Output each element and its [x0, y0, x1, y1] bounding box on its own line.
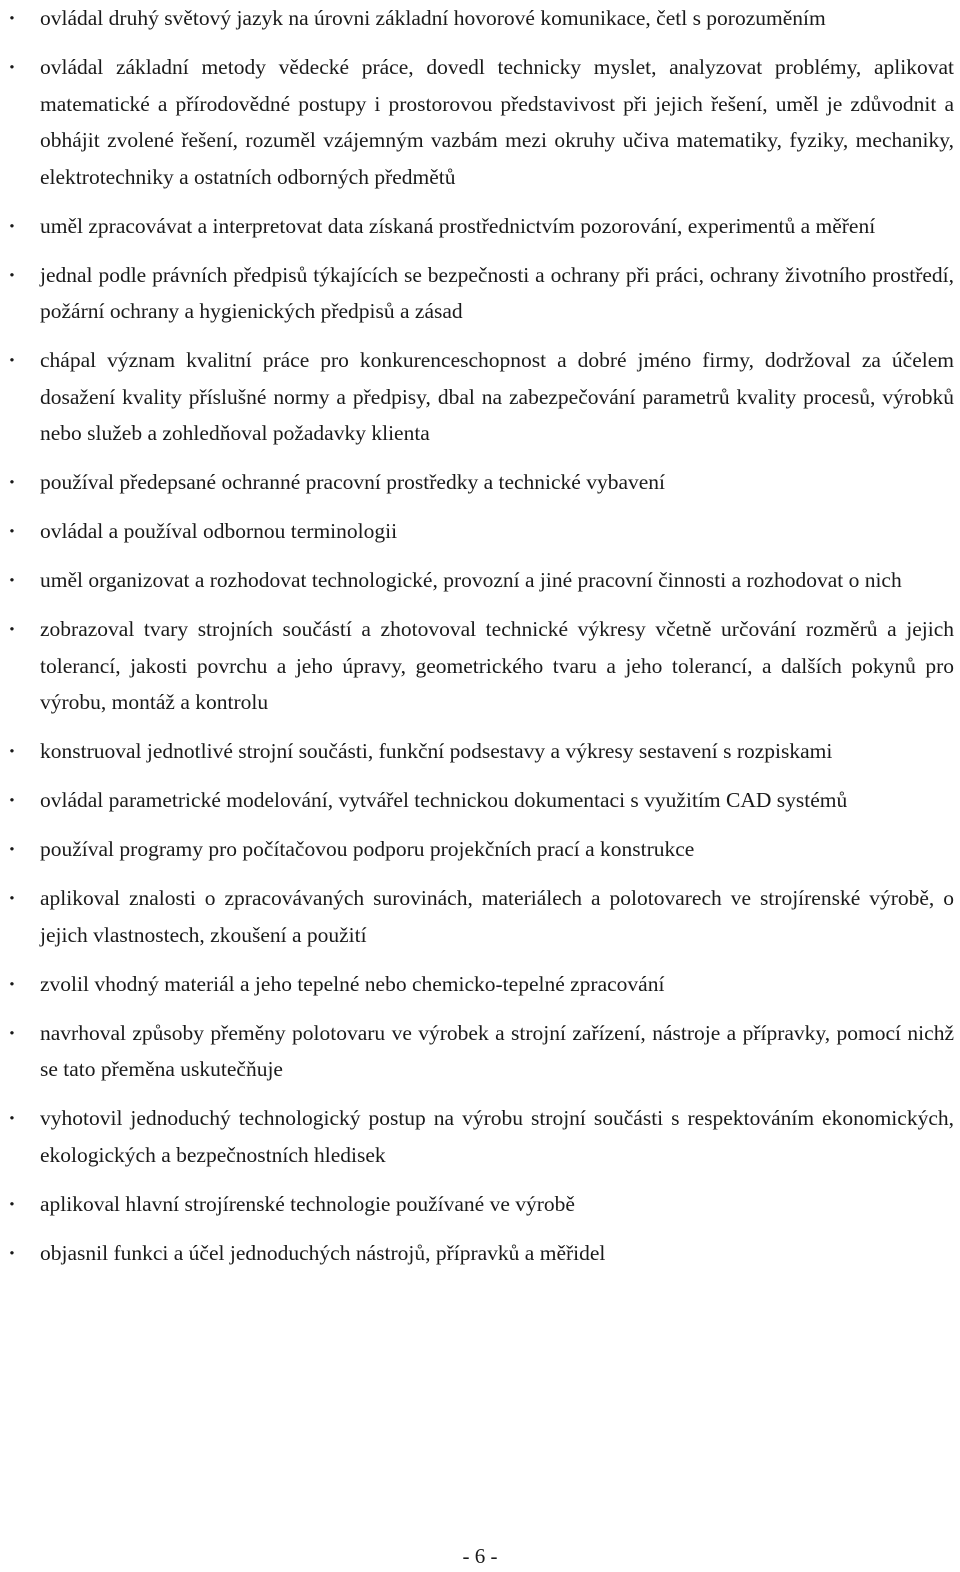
bullet-marker: · — [8, 1191, 16, 1216]
list-item-text: konstruoval jednotlivé strojní součásti, funkční podsestavy a výkresy sestavení s rozpiskami — [40, 739, 833, 763]
bullet-marker: · — [8, 6, 16, 30]
list-item — [0, 611, 960, 721]
list-item — [0, 513, 960, 550]
list-item — [0, 342, 960, 452]
bullet-marker: · — [8, 739, 16, 763]
bullet-marker: · — [8, 568, 16, 592]
list-item — [0, 464, 960, 501]
bullet-marker: · — [8, 1020, 16, 1045]
list-item — [0, 257, 960, 330]
page-number: - 6 - — [462, 1544, 498, 1568]
list-item-text: aplikoval znalosti o zpracovávaných surovinách, materiálech a polotovarech ve strojírenské výrobě, o jejich vlastnostech, zkoušení a použití — [40, 886, 954, 947]
list-item-text: navrhoval způsoby přeměny polotovaru ve výrobek a strojní zařízení, nástroje a přípravky, pomocí nichž se tato přeměna uskutečňuje — [40, 1020, 954, 1081]
bullet-marker: · — [8, 348, 16, 372]
list-item-text: zvolil vhodný materiál a jeho tepelné nebo chemicko-tepelné zpracování — [40, 971, 665, 996]
bullet-marker: · — [8, 519, 16, 543]
list-item — [0, 0, 960, 37]
list-item — [0, 1015, 960, 1088]
list-item-text: vyhotovil jednoduchý technologický postup na výrobu strojní součásti s respektováním ekonomických, ekologických a bezpečnostních hledisek — [40, 1106, 954, 1167]
bullet-marker: · — [8, 262, 16, 287]
bullet-marker: · — [8, 213, 16, 238]
list-item-text: ovládal druhý světový jazyk na úrovni základní hovorové komunikace, četl s porozuměním — [40, 6, 826, 30]
list-item — [0, 880, 960, 953]
bullet-marker: · — [8, 886, 16, 910]
list-item — [0, 1186, 960, 1223]
bullet-marker: · — [8, 788, 16, 812]
bullet-marker: · — [8, 971, 16, 996]
list-item — [0, 782, 960, 819]
list-item — [0, 562, 960, 599]
list-item-text: ovládal parametrické modelování, vytvářel technickou dokumentaci s využitím CAD systémů — [40, 788, 848, 812]
list-item-text: používal předepsané ochranné pracovní prostředky a technické vybavení — [40, 470, 666, 494]
list-item-text: aplikoval hlavní strojírenské technologie používané ve výrobě — [40, 1191, 575, 1216]
list-item-text: uměl organizovat a rozhodovat technologické, provozní a jiné pracovní činnosti a rozhodovat o nich — [40, 568, 902, 592]
list-item — [0, 208, 960, 245]
list-item — [0, 1100, 960, 1173]
bullet-marker: · — [8, 1240, 16, 1265]
list-item-text: ovládal a používal odbornou terminologii — [40, 519, 398, 543]
list-item — [0, 1235, 960, 1272]
list-item-text: používal programy pro počítačovou podporu projekčních prací a konstrukce — [40, 837, 695, 861]
list-item — [0, 733, 960, 770]
list-item-text: zobrazoval tvary strojních součástí a zhotovoval technické výkresy včetně určování rozměrů a jejich tolerancí, jakosti povrchu a jeho úpravy, geometrického tvaru a jeho tolerancí, a dalších pokynů pro výrobu, montáž a kontrolu — [40, 617, 954, 714]
bullet-marker: · — [8, 617, 16, 641]
list-item — [0, 831, 960, 868]
list-item-text: ovládal základní metody vědecké práce, dovedl technicky myslet, analyzovat problémy, aplikovat matematické a přírodovědné postupy i prostorovou představivost při jejich řešení, uměl je zdůvodnit a obhájit zvolené řešení, rozuměl vzájemným vazbám mezi okruhy učiva matematiky, fyziky, mechaniky, elektrotechniky a ostatních odborných předmětů — [40, 55, 954, 189]
list-item — [0, 49, 960, 195]
bullet-marker: · — [8, 470, 16, 494]
bullet-marker: · — [8, 837, 16, 861]
bullet-marker: · — [8, 55, 16, 79]
bullet-marker: · — [8, 1106, 16, 1130]
list-item — [0, 966, 960, 1003]
list-item-text: objasnil funkci a účel jednoduchých nástrojů, přípravků a měřidel — [40, 1240, 606, 1265]
list-item-text: uměl zpracovávat a interpretovat data získaná prostřednictvím pozorování, experimentů a měření — [40, 213, 876, 238]
list-item-text: chápal význam kvalitní práce pro konkurenceschopnost a dobré jméno firmy, dodržoval za účelem dosažení kvality příslušné normy a předpisy, dbal na zabezpečování parametrů kvality procesů, výrobků nebo služeb a zohledňoval požadavky klienta — [40, 348, 954, 445]
list-item-text: jednal podle právních předpisů týkajících se bezpečnosti a ochrany při práci, ochrany životního prostředí, požární ochrany a hygienických předpisů a zásad — [40, 262, 954, 323]
